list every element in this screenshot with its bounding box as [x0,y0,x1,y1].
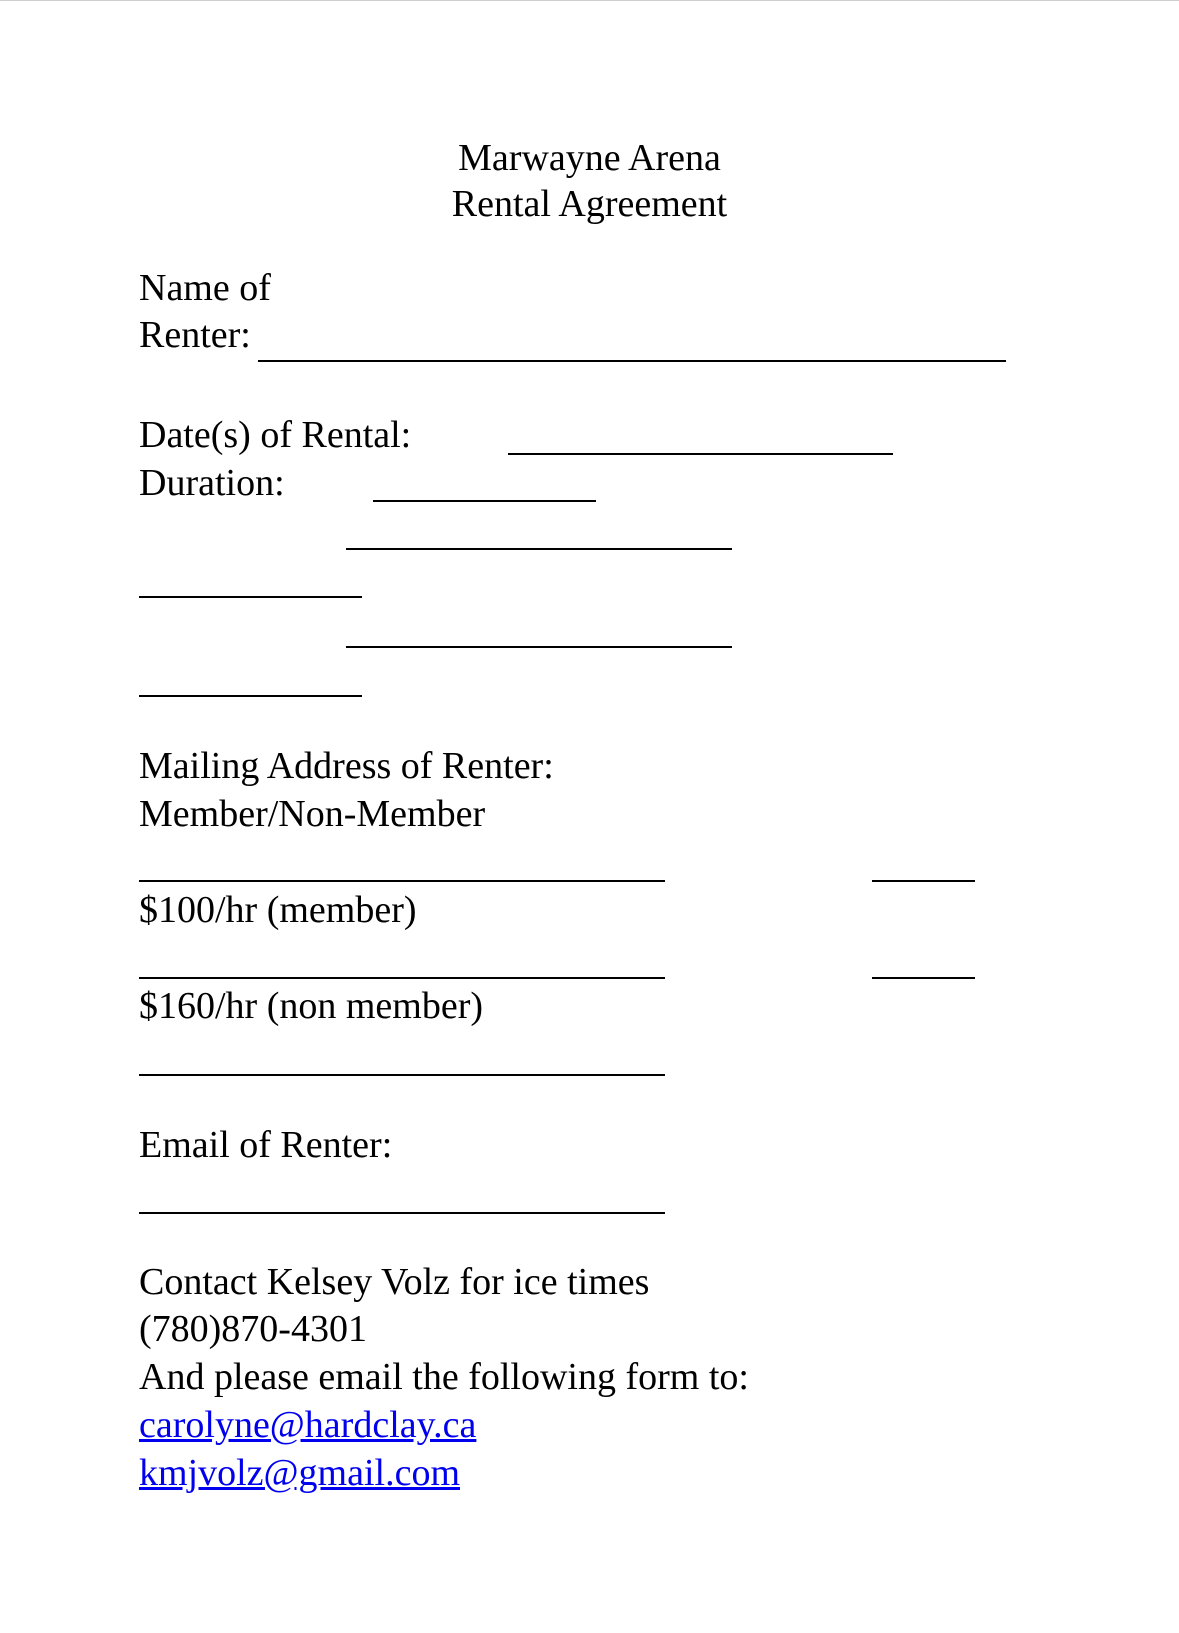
contact-text: Contact Kelsey Volz for ice times [139,1261,650,1303]
mailing-address-label: Mailing Address of Renter: [139,745,554,787]
name-field-line[interactable] [258,360,1006,362]
non-member-rate-label: $160/hr (non member) [139,985,484,1027]
contact-phone: (780)870-4301 [139,1308,367,1350]
email-link-carolyne[interactable]: carolyne@hardclay.ca [139,1404,477,1446]
mailing-address-line-3[interactable] [139,1074,665,1076]
dates-field-line[interactable] [508,453,893,455]
dates-field-line-3[interactable] [346,646,732,648]
duration-field-line-2[interactable] [139,596,362,598]
mailing-address-line-1[interactable] [139,880,665,882]
email-field-line[interactable] [139,1212,665,1214]
name-label-line1: Name of [139,267,271,309]
email-link-kmjvolz[interactable]: kmjvolz@gmail.com [139,1452,460,1494]
member-rate-label: $100/hr (member) [139,889,417,931]
email-label: Email of Renter: [139,1124,393,1166]
dates-field-line-2[interactable] [346,548,732,550]
page-top-border [0,0,1179,1]
name-label-line2: Renter: [139,314,251,356]
email-instructions: And please email the following form to: [139,1356,749,1398]
dates-label: Date(s) of Rental: [139,414,412,456]
mailing-address-line-2[interactable] [139,977,665,979]
duration-field-line[interactable] [373,500,596,502]
non-member-rate-hours-line[interactable] [872,977,975,979]
duration-label: Duration: [139,462,285,504]
document-subtitle: Rental Agreement [451,183,728,225]
member-label: Member/Non-Member [139,793,486,835]
document-title: Marwayne Arena [458,137,721,179]
duration-field-line-3[interactable] [139,695,362,697]
member-rate-hours-line[interactable] [872,880,975,882]
